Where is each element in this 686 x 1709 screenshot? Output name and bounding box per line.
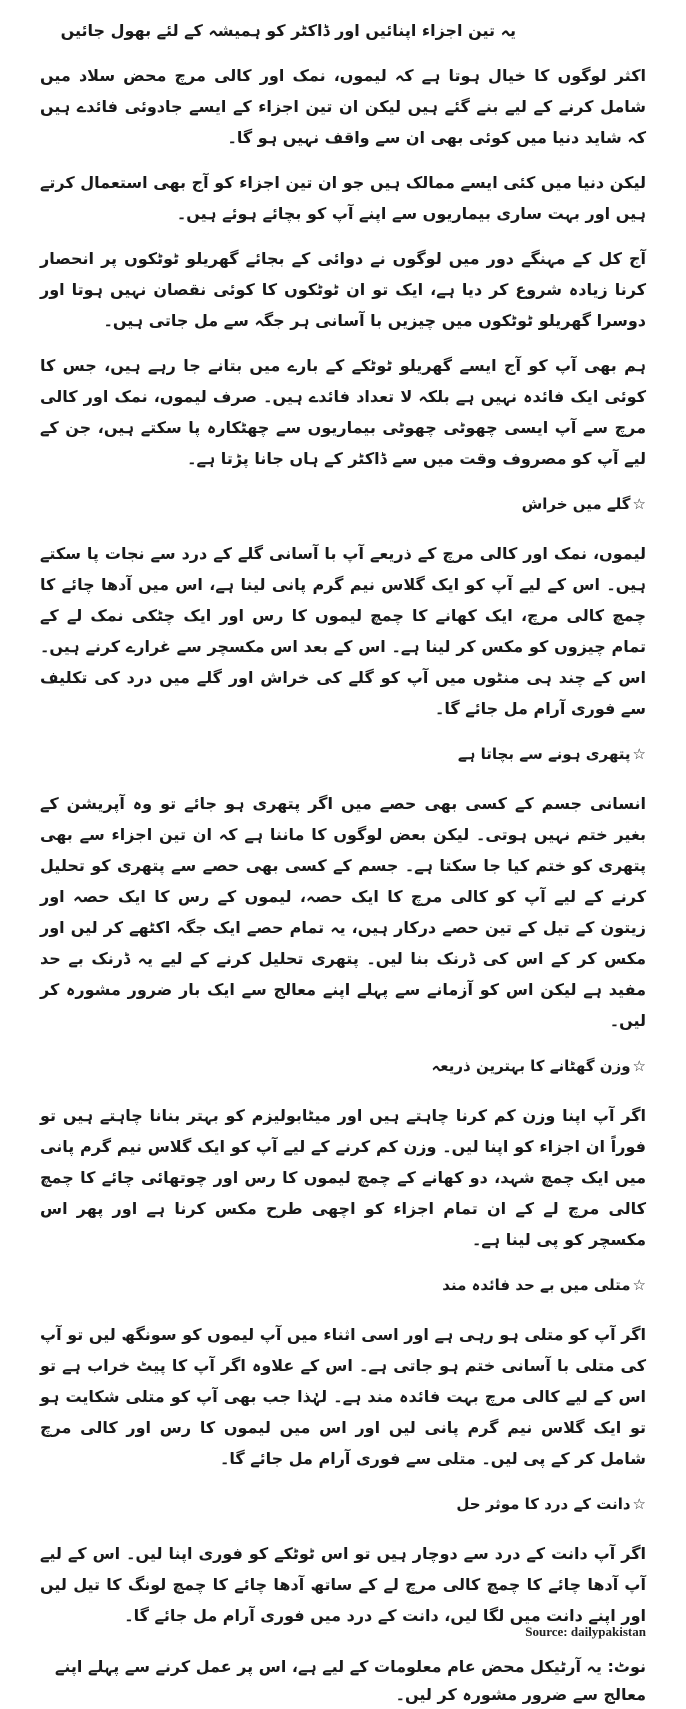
- star-icon: ☆: [632, 1057, 646, 1075]
- section-body-sore-throat: لیموں، نمک اور کالی مرچ کے ذریعے آپ با آسانی گلے کے درد سے نجات پا سکتے ہیں۔ اس کے لیے آپ کو ایک گلاس نیم گرم پانی لینا ہے، اس میں آدھا چائے کا چمچ کالی مرچ، ایک کھانے کا چمچ لیموں کا رس اور ایک چٹکی نمک لے کے تمام چیزوں کو مکس کر لینا ہے۔ اس کے بعد اس مکسچر سے غرارے کرنے ہیں۔ اس کے چند ہی منٹوں میں آپ کو گلے کی خراش اور گلے میں درد کی تکلیف سے فوری آرام مل جائے گا۔: [40, 544, 646, 718]
- section-heading-weight-loss: [40, 1054, 646, 1078]
- section-body-weight-loss: اگر آپ اپنا وزن کم کرنا چاہتے ہیں اور میٹابولیزم کو بہتر بنانا چاہتے ہیں تو فوراً ان اجزاء کو اپنا لیں۔ وزن کم کرنے کے لیے آپ کو ایک گلاس نیم گرم پانی میں ایک چمچ شہد، دو کھانے کے چمچ لیموں کا رس اور چوتھائی چائے کا چمچ کالی مرچ لے کے ان تمام اجزاء کو اچھی طرح مکس کرنا ہے اور پھر اس مکسچر کو پی لینا ہے۔: [40, 1106, 646, 1249]
- section-heading-label: وزن گھٹانے کا بہترین ذریعہ: [431, 1057, 631, 1075]
- section-heading-kidney-stones: [40, 742, 646, 766]
- source-credit: Source: dailypakistan: [525, 1624, 646, 1639]
- intro-paragraph-2: لیکن دنیا میں کئی ایسے ممالک ہیں جو ان تین اجزاء کو آج بھی استعمال کرتے ہیں اور بہت ساری بیماریوں سے اپنے آپ کو بچائے ہوئے ہیں۔: [40, 173, 646, 223]
- section-body-toothache: اگر آپ دانت کے درد سے دوچار ہیں تو اس ٹوٹکے کو فوری اپنا لیں۔ اس کے لیے آپ آدھا چائے کا چمچ کالی مرچ لے کے ساتھ آدھا چائے کا چمچ لونگ کا تیل لیں اور اپنے دانت میں لگا لیں، دانت کے درد میں فوری آرام مل جائے گا۔: [40, 1544, 646, 1625]
- disclaimer-note: نوٹ: یہ آرٹیکل محض عام معلومات کے لیے ہے، اس پر عمل کرنے سے پہلے اپنے معالج سے ضرور مشورہ کر لیں۔: [54, 1657, 646, 1704]
- section-heading-label: پتھری ہونے سے بچاتا ہے: [457, 745, 631, 763]
- intro-paragraph-1: اکثر لوگوں کا خیال ہوتا ہے کہ لیموں، نمک اور کالی مرچ محض سلاد میں شامل کرنے کے لیے بنے گئے ہیں لیکن ان تین اجزاء کے ایسے جادوئی فائدے ہیں کہ شاید دنیا میں کوئی بھی ان سے واقف نہیں ہو گا۔: [40, 66, 646, 147]
- intro-paragraph-4: ہم بھی آپ کو آج ایسے گھریلو ٹوٹکے کے بارے میں بتانے جا رہے ہیں، جس کا کوئی ایک فائدہ نہیں ہے بلکہ لا تعداد فائدے ہیں۔ صرف لیموں، نمک اور کالی مرچ سے آپ ایسی چھوٹی چھوٹی بیماریوں سے چھٹکارہ پا سکتے ہیں، جن کے لیے آپ کو مصروف وقت میں سے ڈاکٹر کے ہاں جانا پڑتا ہے۔: [40, 356, 646, 468]
- section-body-nausea: اگر آپ کو متلی ہو رہی ہے اور اسی اثناء میں آپ لیموں کو سونگھ لیں تو آپ کی متلی با آسانی ختم ہو جاتی ہے۔ اس کے علاوہ اگر آپ کا پیٹ خراب ہے تو اس کے لیے کالی مرچ بہت فائدہ مند ہے۔ لہٰذا جب بھی آپ کو متلی شکایت ہو تو ایک گلاس نیم گرم پانی لیں اور اس میں لیموں کا رس اور کالی مرچ شامل کر کے پی لیں۔ متلی سے فوری آرام مل جائے گا۔: [40, 1325, 646, 1468]
- star-icon: ☆: [632, 745, 646, 763]
- section-heading-label: گلے میں خراش: [521, 495, 631, 513]
- section-heading-toothache: [40, 1492, 646, 1516]
- star-icon: ☆: [632, 1276, 646, 1294]
- section-body-kidney-stones: انسانی جسم کے کسی بھی حصے میں اگر پتھری ہو جائے تو وہ آپریشن کے بغیر ختم نہیں ہوتی۔ لیکن بعض لوگوں کا ماننا ہے کہ ان تین اجزاء سے بھی پتھری کو ختم کیا جا سکتا ہے۔ جسم کے کسی بھی حصے سے پتھری کو تحلیل کرنے کے لیے آپ کو کالی مرچ کا ایک حصہ، لیموں کے رس کا ایک حصہ اور زیتون کے تیل کے تین حصے درکار ہیں، یہ تمام حصے ایک جگہ اکٹھے کر لیں اور مکس کر کے اس کی ڈرنک بنا لیں۔ پتھری تحلیل کرنے کے لیے یہ ڈرنک بے حد مفید ہے لیکن اس کو آزمانے سے پہلے اپنے معالج سے ایک بار ضرور مشورہ کر لیں۔: [40, 794, 646, 1030]
- section-heading-label: متلی میں بے حد فائدہ مند: [442, 1276, 631, 1294]
- star-icon: ☆: [632, 495, 646, 513]
- section-heading-nausea: [40, 1273, 646, 1297]
- article-title: یہ تین اجزاء اپنائیں اور ڈاکٹر کو ہمیشہ کے لئے بھول جائیں: [60, 21, 516, 40]
- star-icon: ☆: [632, 1495, 646, 1513]
- intro-paragraph-3: آج کل کے مہنگے دور میں لوگوں نے دوائی کے بجائے گھریلو ٹوٹکوں پر انحصار کرنا زیادہ شروع کر دیا ہے، ایک تو ان ٹوٹکوں کا کوئی نقصان نہیں ہوتا اور دوسرا گھریلو ٹوٹکوں میں چیزیں با آسانی ہر جگہ سے مل جاتی ہیں۔: [40, 249, 646, 330]
- section-heading-label: دانت کے درد کا موثر حل: [456, 1495, 631, 1513]
- section-heading-sore-throat: [40, 492, 646, 516]
